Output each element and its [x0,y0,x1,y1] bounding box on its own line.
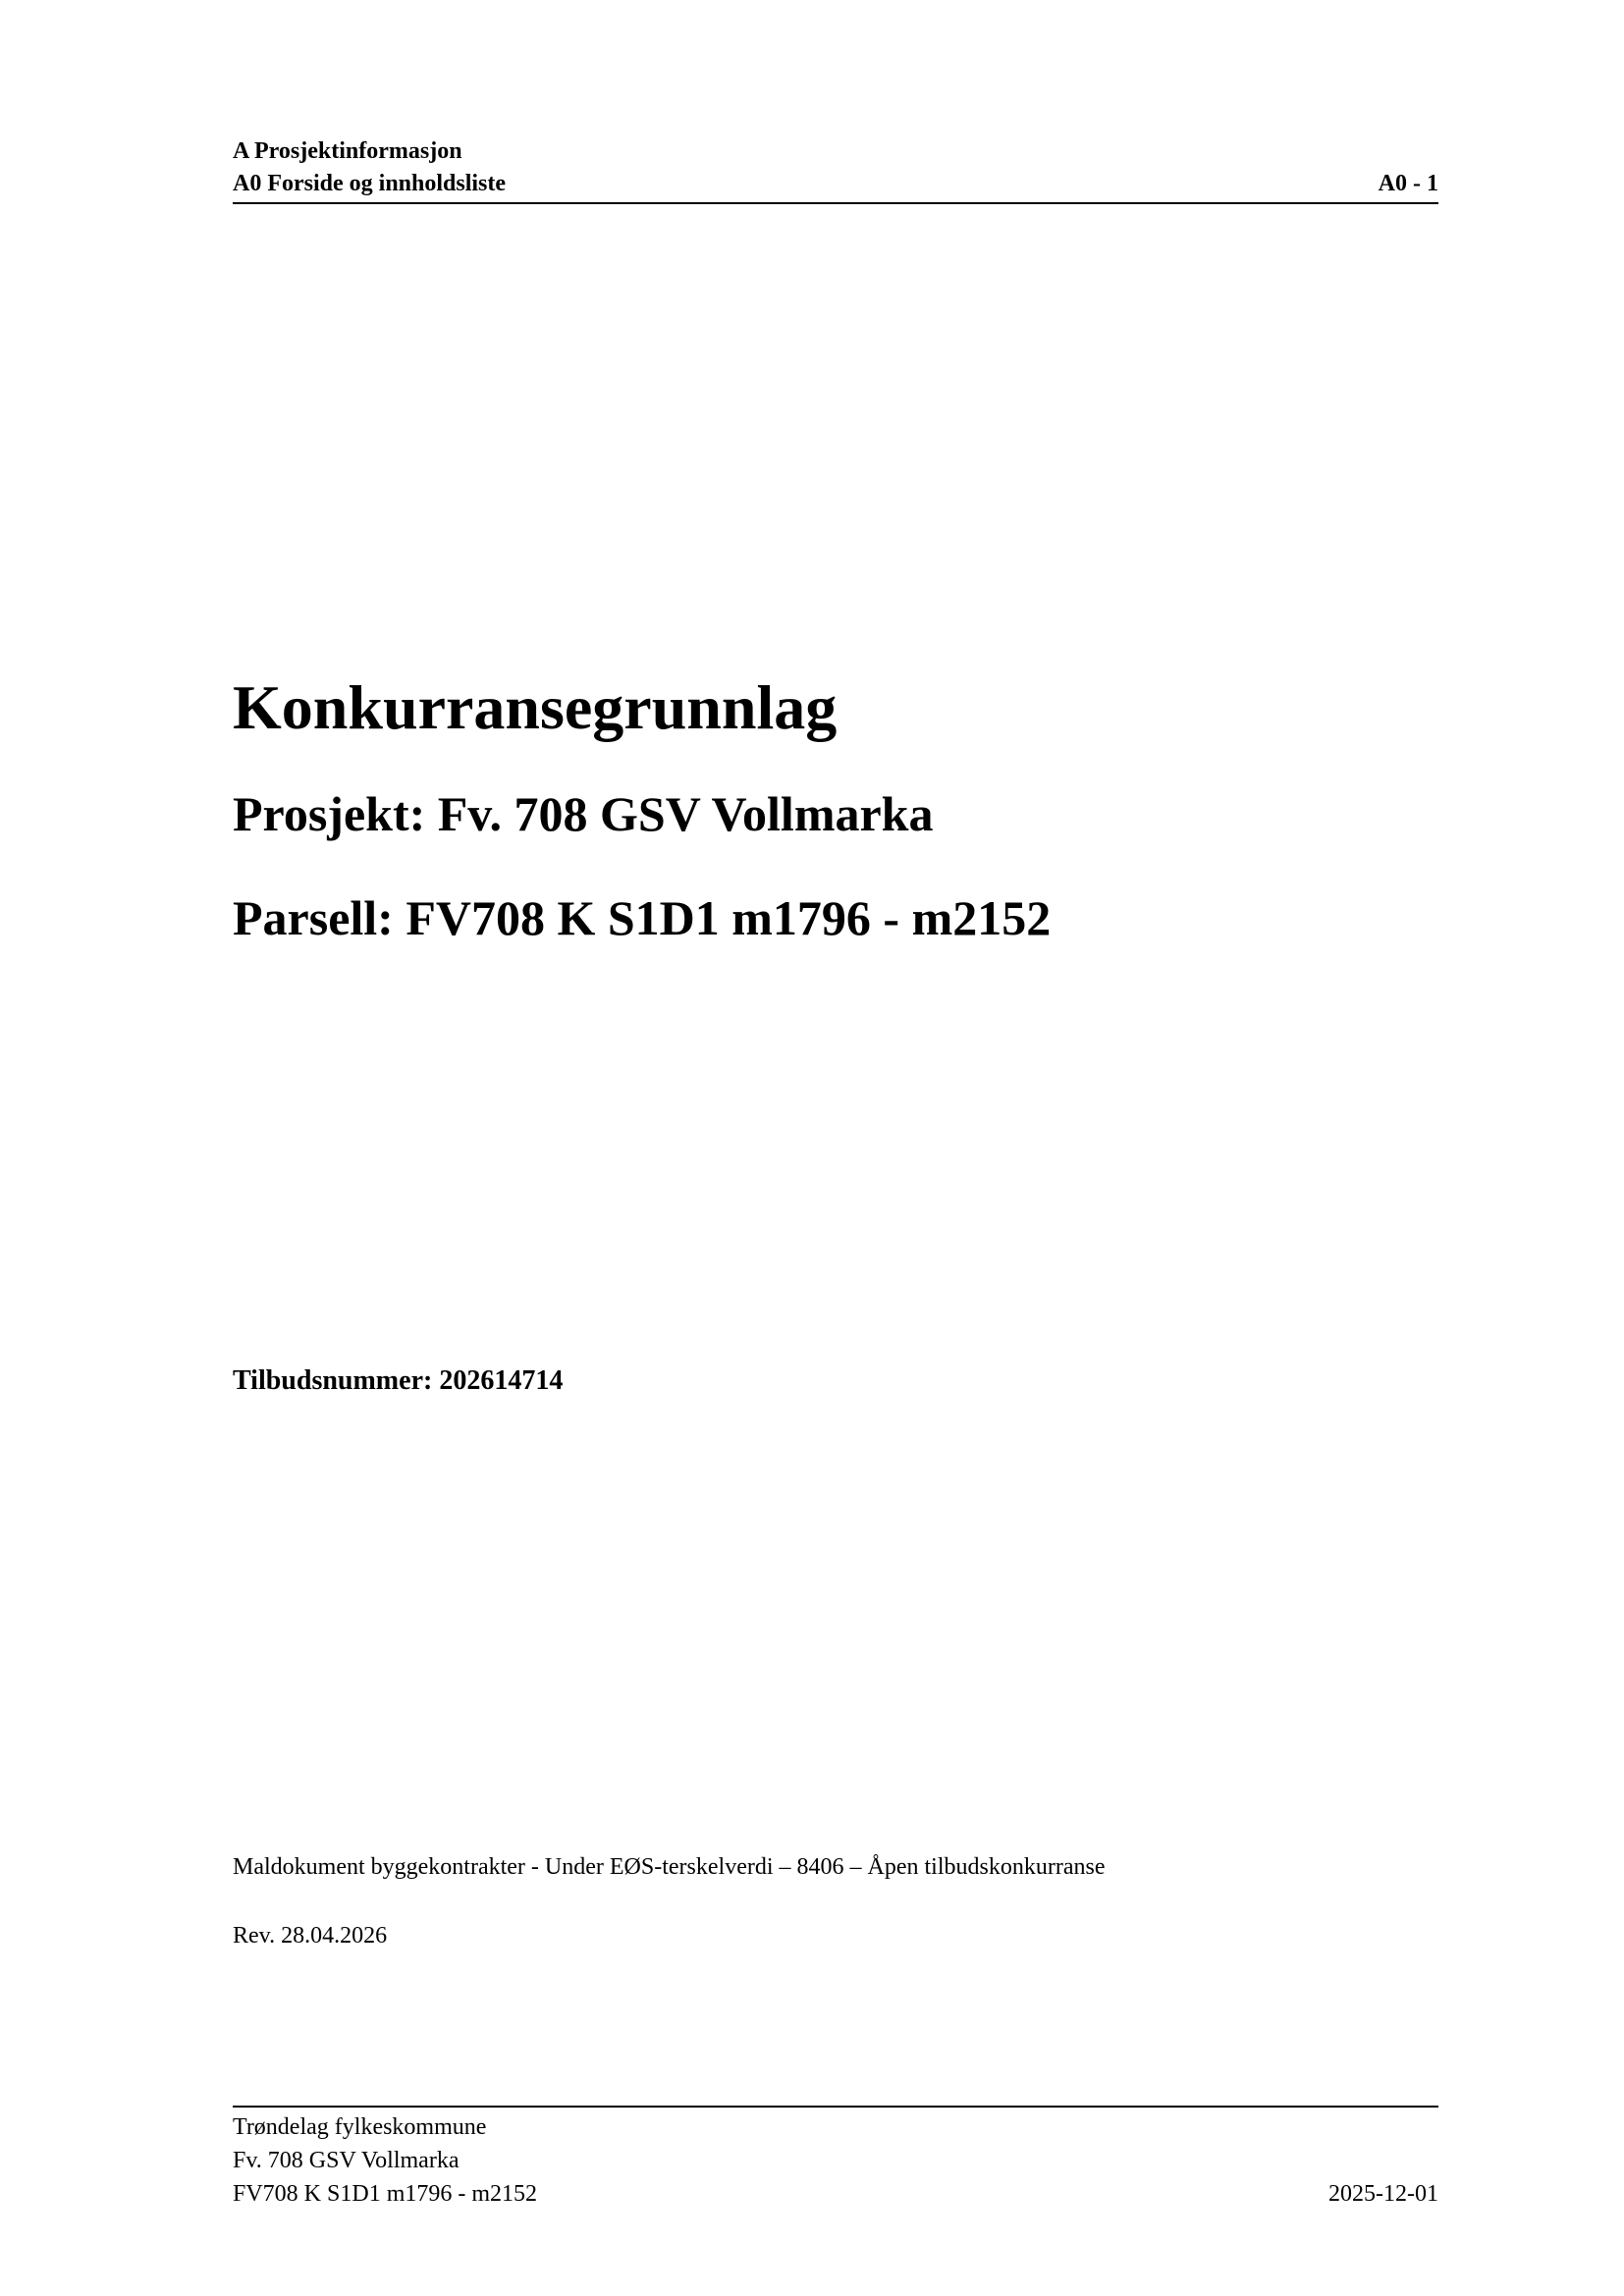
parcel-heading: Parsell: FV708 K S1D1 m1796 - m2152 [233,890,1052,945]
footer-parcel: FV708 K S1D1 m1796 - m2152 [233,2181,538,2207]
bid-number: Tilbudsnummer: 202614714 [233,1365,564,1396]
footer-date: 2025-12-01 [1328,2181,1438,2207]
template-note: Maldokument byggekontrakter - Under EØS-terskelverdi – 8406 – Åpen tilbudskonkurranse [233,1854,1106,1880]
document-title: Konkurransegrunnlag [233,672,838,742]
revision-date: Rev. 28.04.2026 [233,1923,388,1949]
header-chapter: A0 Forside og innholdsliste [233,171,507,196]
footer-project: Fv. 708 GSV Vollmarka [233,2148,460,2173]
project-heading: Prosjekt: Fv. 708 GSV Vollmarka [233,786,934,841]
footer-organization: Trøndelag fylkeskommune [233,2114,487,2140]
header-page-label: A0 - 1 [1378,171,1438,196]
page-footer [233,2106,1438,2210]
page-header [233,137,1438,204]
header-section: A Prosjektinformasjon [233,138,462,164]
